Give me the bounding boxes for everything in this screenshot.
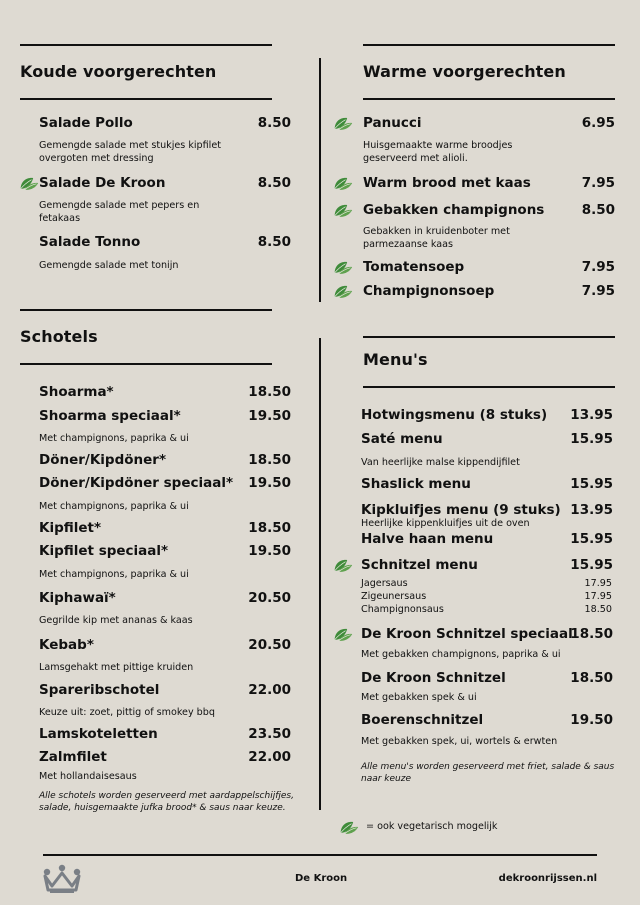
- menu-item-name: Panucci: [363, 115, 422, 131]
- menu-item-description: Met gebakken spek, ui, wortels & erwten: [361, 736, 558, 747]
- menu-item-price: 6.95: [581, 115, 615, 131]
- menu-item-name: Lamskoteletten: [39, 726, 158, 742]
- menu-item-name: Kiphawaï*: [39, 590, 116, 606]
- sauce-name: Jagersaus: [361, 578, 408, 589]
- divider: [20, 44, 272, 46]
- menu-item-name: Hotwingsmenu (8 stuks): [361, 407, 548, 423]
- crown-logo-icon: [42, 864, 82, 894]
- menu-item-name: Gebakken champignons: [363, 202, 545, 218]
- menu-item-price: 8.50: [257, 175, 291, 191]
- menu-item-description: Van heerlijke malse kippendijfilet: [361, 457, 520, 468]
- menu-item-name: Shoarma speciaal*: [39, 408, 181, 424]
- leaf-icon: [333, 283, 353, 299]
- menu-item-price: 7.95: [581, 175, 615, 191]
- leaf-icon: [333, 115, 353, 131]
- menu-item-name: Kipfilet speciaal*: [39, 543, 169, 559]
- menu-item-description: Keuze uit: zoet, pittig of smokey bbq: [39, 707, 215, 718]
- divider: [363, 98, 615, 100]
- menu-item-name: Boerenschnitzel: [361, 712, 484, 728]
- menus-note: Alle menu's worden geserveerd met friet, salade & saus naar keuze: [361, 762, 615, 784]
- menu-item-description: Met champignons, paprika & ui: [39, 569, 189, 580]
- column-divider: [319, 58, 321, 302]
- menu-item-name: Kipfilet*: [39, 520, 102, 536]
- leaf-icon: [19, 175, 39, 191]
- menu-item-description: Heerlijke kippenkluifjes uit de oven: [361, 518, 530, 529]
- menu-item-price: 18.50: [248, 520, 291, 536]
- leaf-icon: [333, 259, 353, 275]
- section-title-cold: Koude voorgerechten: [20, 62, 217, 81]
- menu-item-description: Gegrilde kip met ananas & kaas: [39, 615, 193, 626]
- menu-item-price: 7.95: [581, 259, 615, 275]
- menu-item-name: De Kroon Schnitzel speciaal: [361, 626, 573, 642]
- menu-item-description: Lamsgehakt met pittige kruiden: [39, 662, 194, 673]
- menu-item-description: Gemengde salade met pepers en fetakaas: [39, 200, 200, 224]
- menu-item-description: Gebakken in kruidenboter met parmezaanse kaas: [363, 226, 510, 250]
- menu-item-price: 18.50: [248, 452, 291, 468]
- menu-item-price: 13.95: [570, 502, 613, 518]
- menu-item-price: 23.50: [248, 726, 291, 742]
- menu-item-name: Salade De Kroon: [39, 175, 166, 191]
- menu-item-name: Shaslick menu: [361, 476, 471, 492]
- footer-divider: [43, 854, 597, 856]
- menu-item-price: 22.00: [248, 749, 291, 765]
- menu-item-name: Kipkluifjes menu (9 stuks): [361, 502, 561, 518]
- menu-item-price: 18.50: [570, 626, 613, 642]
- dishes-note: Alle schotels worden geserveerd met aardappelschijfjes, salade, huisgemaakte jufka brood* & saus naar keuze.: [39, 791, 294, 813]
- menu-item-description: Met hollandaisesaus: [39, 771, 137, 782]
- sauce-name: Champignonsaus: [361, 604, 444, 615]
- menu-item-price: 7.95: [581, 283, 615, 299]
- menu-item-name: Halve haan menu: [361, 531, 494, 547]
- menu-item-name: Döner/Kipdöner*: [39, 452, 167, 468]
- menu-item-description: Met gebakken spek & ui: [361, 692, 477, 703]
- sauce-price: 17.95: [584, 591, 612, 602]
- menu-item-price: 19.50: [248, 408, 291, 424]
- sauce-price: 18.50: [584, 604, 612, 615]
- menu-item-description: Met champignons, paprika & ui: [39, 501, 189, 512]
- menu-item-name: Champignonsoep: [363, 283, 495, 299]
- menu-item-description: Gemengde salade met tonijn: [39, 260, 179, 271]
- leaf-icon: [333, 557, 353, 573]
- menu-item-name: Salade Tonno: [39, 234, 141, 250]
- menu-item-description: Met gebakken champignons, paprika & ui: [361, 649, 561, 660]
- menu-item-price: 18.50: [570, 670, 613, 686]
- divider: [363, 44, 615, 46]
- menu-item-price: 22.00: [248, 682, 291, 698]
- menu-item-name: Kebab*: [39, 637, 94, 653]
- leaf-icon: [339, 819, 359, 835]
- menu-item-price: 19.50: [570, 712, 613, 728]
- menu-item-price: 8.50: [581, 202, 615, 218]
- menu-item-name: Spareribschotel: [39, 682, 160, 698]
- divider: [363, 386, 615, 388]
- divider: [20, 98, 272, 100]
- menu-item-price: 20.50: [248, 590, 291, 606]
- leaf-icon: [333, 626, 353, 642]
- leaf-icon: [333, 175, 353, 191]
- menu-item-name: Zalmfilet: [39, 749, 107, 765]
- menu-item-price: 8.50: [257, 115, 291, 131]
- divider: [363, 336, 615, 338]
- menu-item-name: Saté menu: [361, 431, 443, 447]
- footer-restaurant-name: De Kroon: [295, 873, 348, 884]
- menu-item-price: 15.95: [570, 557, 613, 573]
- menu-item-price: 8.50: [257, 234, 291, 250]
- menu-item-price: 15.95: [570, 476, 613, 492]
- menu-item-name: Döner/Kipdöner speciaal*: [39, 475, 234, 491]
- leaf-icon: [333, 202, 353, 218]
- menu-item-description: Met champignons, paprika & ui: [39, 433, 189, 444]
- section-title-menus: Menu's: [363, 350, 428, 369]
- legend-text: = ook vegetarisch mogelijk: [366, 821, 498, 832]
- menu-item-name: De Kroon Schnitzel: [361, 670, 506, 686]
- menu-item-price: 18.50: [248, 384, 291, 400]
- divider: [20, 309, 272, 311]
- menu-item-name: Shoarma*: [39, 384, 114, 400]
- menu-item-price: 15.95: [570, 531, 613, 547]
- menu-item-name: Salade Pollo: [39, 115, 133, 131]
- menu-item-price: 19.50: [248, 475, 291, 491]
- menu-item-name: Warm brood met kaas: [363, 175, 531, 191]
- menu-item-price: 15.95: [570, 431, 613, 447]
- menu-item-description: Huisgemaakte warme broodjes geserveerd met alioli.: [363, 140, 513, 164]
- sauce-name: Zigeunersaus: [361, 591, 427, 602]
- menu-item-description: Gemengde salade met stukjes kipfilet overgoten met dressing: [39, 140, 222, 164]
- divider: [20, 363, 272, 365]
- menu-item-price: 20.50: [248, 637, 291, 653]
- column-divider: [319, 338, 321, 810]
- footer-website-link[interactable]: dekroonrijssen.nl: [498, 873, 597, 884]
- menu-item-price: 13.95: [570, 407, 613, 423]
- menu-item-name: Tomatensoep: [363, 259, 465, 275]
- menu-item-name: Schnitzel menu: [361, 557, 478, 573]
- section-title-warm: Warme voorgerechten: [363, 62, 566, 81]
- section-title-dishes: Schotels: [20, 327, 98, 346]
- menu-item-price: 19.50: [248, 543, 291, 559]
- sauce-price: 17.95: [584, 578, 612, 589]
